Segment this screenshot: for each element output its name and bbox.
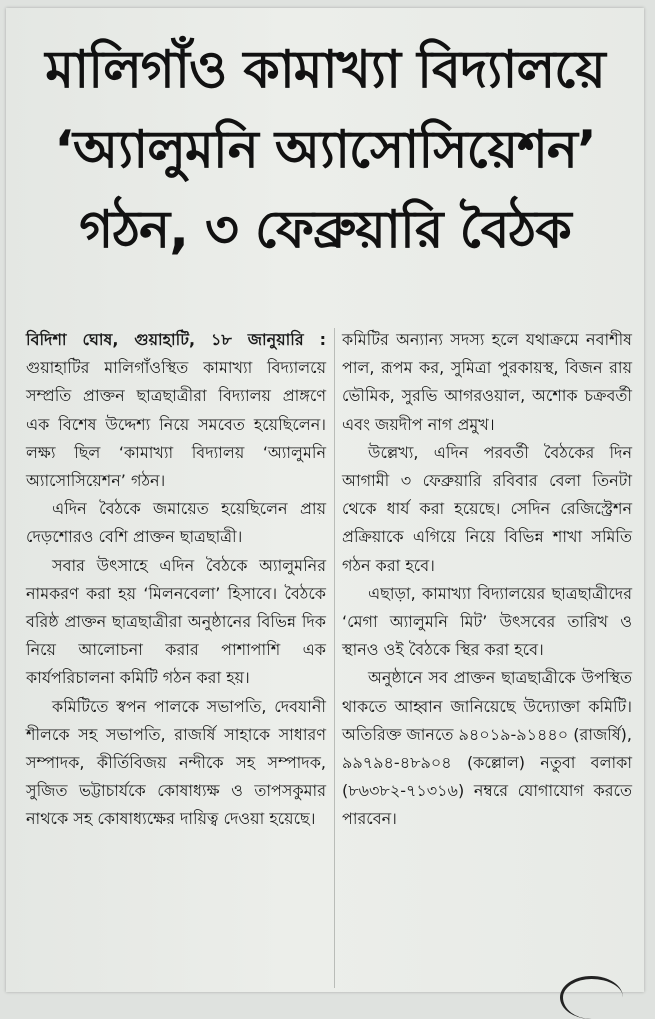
headline-line-2: ‘অ্যালুমনি অ্যাসোসিয়েশন’	[54, 120, 596, 180]
newspaper-clipping	[6, 8, 644, 992]
article-paragraph: সবার উৎসাহে এদিন বৈঠকে অ্যালুমনির নামকরণ করা হয় ‘মিলনবেলা’ হিসাবে। বৈঠকে বরিষ্ঠ প্রাক্তন ছাত্রছাত্রীরা অনুষ্ঠানের বিভিন্ন দিক নিয়ে আলোচনা করার পাশাপাশি এক কার্যপরিচালনা কমিটি গঠন করা হয়।	[26, 555, 326, 688]
byline: বিদিশা ঘোষ, গুয়াহাটি, ১৮ জানুয়ারি :	[26, 330, 326, 349]
article-paragraph: এছাড়া, কামাখ্যা বিদ্যালয়ের ছাত্রছাত্রীদের ‘মেগা অ্যালুমনি মিট’ উৎসবের তারিখ ও স্থানও ওই বৈঠকে স্থির করা হবে।	[342, 583, 632, 660]
article-paragraph: এদিন বৈঠকে জমায়েত হয়েছিলেন প্রায় দেড়শোরও বেশি প্রাক্তন ছাত্রছাত্রী।	[26, 499, 326, 547]
headline-line-1: মালিগাঁও কামাখ্যা বিদ্যালয়ে	[45, 40, 605, 100]
headline-line-3: গঠন, ৩ ফেব্রুয়ারি বৈঠক	[79, 200, 571, 260]
article-column-right	[342, 326, 632, 834]
article-paragraph: কমিটির অন্যান্য সদস্য হলে যথাক্রমে নবাশীষ পাল, রূপম কর, সুমিত্রা পুরকায়স্থ, বিজন রায় ভৌমিক, সুরভি আগরওয়াল, অশোক চক্রবর্তী এবং জয়দীপ নাগ প্রমুখ।	[342, 330, 632, 434]
article-paragraph: অনুষ্ঠানে সব প্রাক্তন ছাত্রছাত্রীকে উপস্থিত থাকতে আহ্বান জানিয়েছে উদ্যোক্তা কমিটি। অতিরিক্ত জানতে ৯৪০১৯-৯১৪৪০ (রাজর্ষি), ৯৯৭৯৪-৪৮৯০৪ (কল্লোল) নতুবা বলাকা (৮৬৩৮২-৭১৩১৬) নম্বরে যোগাযোগ করতে পারবেন।	[342, 668, 632, 829]
article-paragraph: উল্লেখ্য, এদিন পরবর্তী বৈঠকের দিন আগামী ৩ ফেব্রুয়ারি রবিবার বেলা তিনটা থেকে ধার্য করা হয়েছে। সেদিন রেজিস্ট্রেশন প্রক্রিয়াকে এগিয়ে নিয়ে বিভিন্ন শাখা সমিতি গঠন করা হবে।	[342, 442, 632, 575]
next-article-fragment	[560, 976, 623, 1019]
article-paragraph	[26, 326, 326, 495]
column-divider	[334, 328, 335, 988]
headline	[6, 30, 644, 270]
paragraph-text: গুয়াহাটির মালিগাঁওস্থিত কামাখ্যা বিদ্যালয়ে সম্প্রতি প্রাক্তন ছাত্রছাত্রীরা বিদ্যালয় প্রাঙ্গণে এক বিশেষ উদ্দেশ্য নিয়ে সমবেত হয়েছিলেন। লক্ষ্য ছিল ‘কামাখ্যা বিদ্যালয় ‘অ্যালুমনি অ্যাসোসিয়েশন’ গঠন।	[26, 358, 326, 491]
article-column-left	[26, 326, 326, 834]
article-paragraph: কমিটিতে স্বপন পালকে সভাপতি, দেবযানী শীলকে সহ সভাপতি, রাজর্ষি সাহাকে সাধারণ সম্পাদক, কীর্তিবিজয় নন্দীকে সহ সম্পাদক, সুজিত ভট্টাচার্যকে কোষাধ্যক্ষ ও তাপসকুমার নাথকে সহ কোষাধ্যক্ষের দায়িত্ব দেওয়া হয়েছে।	[26, 696, 326, 829]
